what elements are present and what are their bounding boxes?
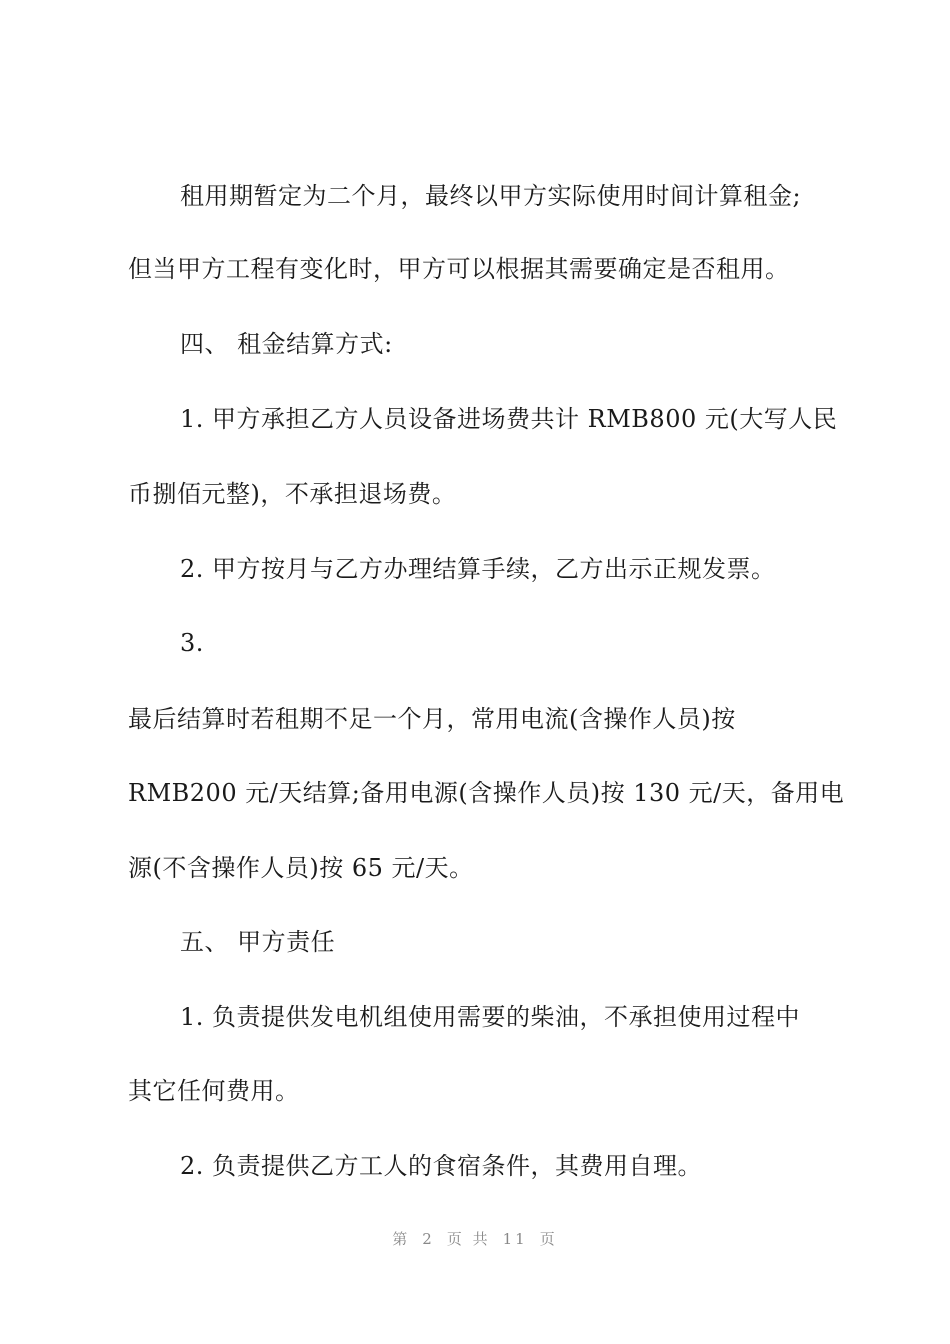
footer-prefix: 第 (392, 1230, 411, 1248)
paragraph-line: 2. 甲方按月与乙方办理结算手续，乙方出示正规发票。 (180, 555, 776, 583)
paragraph-line: 源(不含操作人员)按 65 元/天。 (128, 854, 474, 882)
footer-middle: 页 共 (446, 1230, 491, 1248)
paragraph-line: 其它任何费用。 (128, 1077, 300, 1105)
section-heading: 四、 租金结算方式: (180, 330, 393, 358)
paragraph-line: RMB200 元/天结算;备用电源(含操作人员)按 130 元/天，备用电 (128, 779, 845, 807)
footer-total-pages: 11 (502, 1230, 528, 1248)
paragraph-line: 最后结算时若租期不足一个月，常用电流(含操作人员)按 (128, 705, 736, 733)
paragraph-line: 但当甲方工程有变化时，甲方可以根据其需要确定是否租用。 (128, 255, 790, 283)
paragraph-line: 租用期暂定为二个月，最终以甲方实际使用时间计算租金; (180, 182, 802, 210)
paragraph-line: 2. 负责提供乙方工人的食宿条件，其费用自理。 (180, 1152, 703, 1180)
page-footer (0, 1228, 950, 1249)
section-heading: 五、 甲方责任 (180, 928, 336, 956)
paragraph-line: 币捌佰元整)，不承担退场费。 (128, 480, 457, 508)
footer-page-number: 2 (422, 1230, 435, 1248)
paragraph-line: 1. 甲方承担乙方人员设备进场费共计 RMB800 元(大写人民 (180, 405, 838, 433)
paragraph-line: 1. 负责提供发电机组使用需要的柴油，不承担使用过程中 (180, 1003, 801, 1031)
footer-suffix: 页 (539, 1230, 558, 1248)
paragraph-line: 3. (180, 629, 204, 657)
